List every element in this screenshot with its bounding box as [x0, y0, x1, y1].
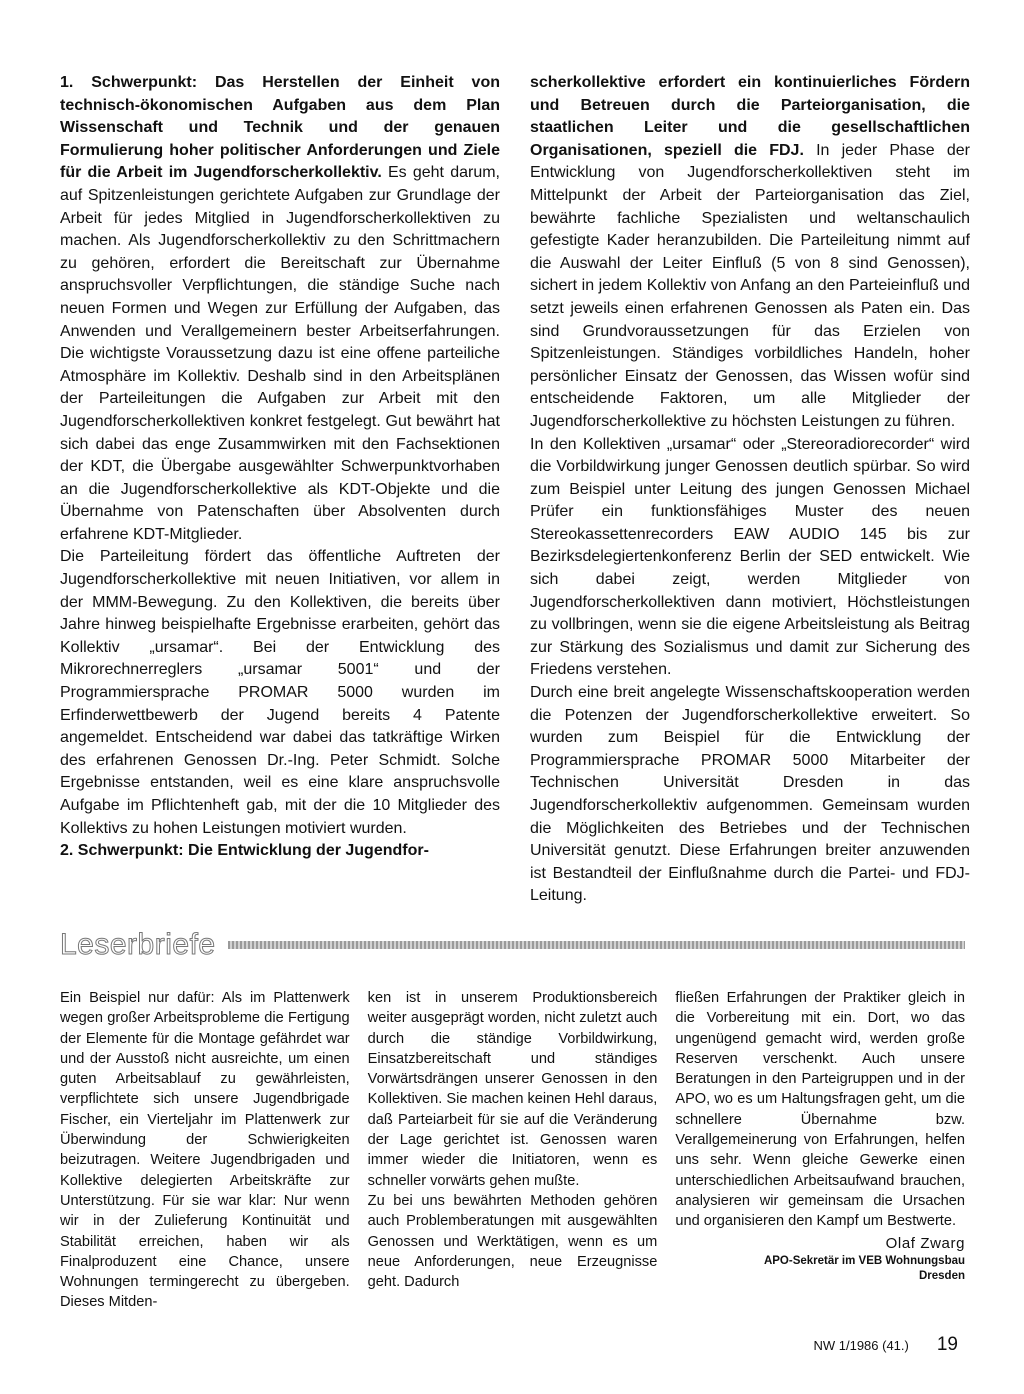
article-text: Es geht darum, auf Spitzenleistungen gerichtete Aufgaben zur Grundlage der Arbeit für jedes Mitglied in Jugendforscherkollektiven zu machen. Als Jugendforscherkollektiv zu den Schrittmachern zu gehören, erfordert die Bereitschaft zur Übernahme anspruchsvoller Verpflichtungen, die ständige Suche nach neuen Formen und Wegen zur Erfüllung der Aufgaben, das Anwenden und Verallgemeinern bester Arbeitserfahrungen. Die wichtigste Voraussetzung dazu ist eine offene parteiliche Atmosphäre im Kollektiv. Deshalb sind in den Arbeitsplänen der Parteileitungen die Aufgaben zur Arbeit mit den Jugendforscherkollektiven konkret festgelegt. Gut bewährt hat sich dabei das enge Zusammwirken mit den Fachsektionen der KDT, die Übergabe ausgewählter Schwerpunktvorhaben an die Jugendforscherkollektive als KDT-Objekte und die Übernahme von Patenschaften über Absolventen durch erfahrene KDT-Mitglieder.	[60, 164, 501, 543]
letter-column-1	[60, 988, 350, 1311]
letter-column-2	[368, 988, 658, 1308]
article-paragraph: In den Kollektiven „ursamar“ oder „Stereoradiorecorder“ wird die Vorbildwirkung junger Genossen deutlich spürbar. So wird zum Beispiel unter Leitung des jungen Genossen Michael Prüfer ein funktionsfähiges Muster des neuen Stereokassettenrecorders EAW AUDIO 145 bis zur Bezirksdelegiertenkonferenz Berlin der SED entwickelt. Wie sich dabei zeigt, werden Mitglieder von Jugendforscherkollektiven dann motiviert, Höchstleistungen zu vollbringen, wenn sie die eigene Arbeitsleistung als Beitrag zur Stärkung des Sozialismus und damit zur Sicherung des Friedens verstehen.	[530, 435, 970, 679]
schwerpunkt-2-heading-cont: scherkollektive erfordert ein kontinuierliches Fördern und Betreuen durch die Parteiorganisation, die staatlichen Leiter und die gesellschaftlichen Organisationen, speziell die FDJ.	[530, 74, 970, 159]
article-paragraph: Durch eine breit angelegte Wissenschaftskooperation werden die Potenzen der Jugendforscherkollektive erweitert. So wurden zum Beispiel für die Entwicklung der Programmiersprache PROMAR 5000 Mitarbeiter der Technischen Universität Dresden in das Jugendforscherkollektiv aufgenommen. Gemeinsam wurden die Möglichkeiten des Betriebes und der Technischen Universität genutzt. Diese Erfahrungen breiter anzuwenden ist Bestandteil der Einflußnahme durch die Partei- und FDJ-Leitung.	[530, 684, 970, 905]
article-paragraph	[530, 72, 970, 434]
page-footer	[813, 1334, 958, 1356]
issue-label: NW 1/1986 (41.)	[813, 1338, 909, 1353]
letters-section	[60, 988, 966, 1311]
signature	[675, 1234, 965, 1284]
signature-location: Dresden	[918, 1269, 966, 1282]
letter-paragraph: fließen Erfahrungen der Praktiker gleich in die Vorbereitung mit ein. Dort, wo das ungenügend gemacht wird, werden große Reserven verschenkt. Auch unsere Beratungen in den Parteigruppen und in der APO, wo es um Haltungsfragen geht, um die schnellere Übernahme bzw. Verallgemeinerung von Erfahrungen, helfen uns sehr. Wenn gleiche Gewerke einen unterschiedlichen Arbeitsaufwand brauchen, analysieren wir gemeinsam die Ursachen und organisieren den Kampf um Bestwerte.	[675, 990, 966, 1230]
schwerpunkt-2-heading: 2. Schwerpunkt: Die Entwicklung der Jugendfor-	[60, 842, 429, 860]
letter-paragraph: Zu bei uns bewährten Methoden gehören auch Problemberatungen mit ausgewählten Genossen und Werktätigen, wenn es um neue Anforderungen, neue Erzeugnisse geht. Dadurch	[367, 1192, 658, 1291]
article-column-1	[60, 72, 500, 912]
page-number: 19	[936, 1334, 958, 1355]
letter-paragraph: Ein Beispiel nur dafür: Als im Plattenwerk wegen großer Arbeitsprobleme die Fertigung der Elemente für die Montage gefährdet war und der Ausstoß nicht ausreichte, um einen guten Arbeitsablauf zu gewährleisten, verpflichtete sich unsere Jugendbrigade Fischer, ein Vierteljahr im Plattenwerk zur Überwindung der Schwierigkeiten beizutragen. Weitere Jugendbrigaden und Kollektive delegierten Arbeitskräfte zur Unterstützung. Für sie war klar: Nur wenn wir in der Zulieferung Kontinuität und Stabilität erreichen, haben wir als Finalproduzent eine Chance, unsere Wohnungen termingerecht zu übergeben. Dieses Mitden-	[60, 990, 350, 1311]
section-header	[60, 925, 965, 965]
article-paragraph	[60, 72, 500, 546]
letter-column-3	[675, 988, 965, 1308]
signature-role: APO-Sekretär im VEB Wohnungsbau	[763, 1254, 966, 1267]
signature-name: Olaf Zwarg	[885, 1234, 966, 1252]
section-divider	[228, 941, 965, 949]
section-title: Leserbriefe	[60, 928, 216, 961]
article-column-2	[530, 72, 970, 912]
schwerpunkt-1-heading: 1. Schwerpunkt: Das Herstellen der Einheit von technisch-ökonomischen Aufgaben aus dem Plan Wissenschaft und Technik und der genauen Formulierung hoher politischer Anforderungen und Ziele für die Arbeit im Jugendforscherkollektiv.	[60, 74, 500, 182]
letter-paragraph: ken ist in unserem Produktionsbereich weiter ausgeprägt worden, nicht zuletzt auch durch die ständige Vorbildwirkung, Einsatzbereitschaft und ständiges Vorwärtsdrängen unserer Genossen in den Kollektiven. Sie machen keinen Hehl daraus, daß Parteiarbeit für sie auf die Veränderung der Lage gerichtet ist. Genossen waren immer wieder die Initiatoren, wenn es schneller vorwärts gehen mußte.	[367, 990, 658, 1189]
article-paragraph: Die Parteileitung fördert das öffentliche Auftreten der Jugendforscherkollektive mit neuen Initiativen, vor allem in der MMM-Bewegung. Zu den Kollektiven, die bereits über Jahre hinweg beispielhafte Ergebnisse erarbeiten, gehört das Kollektiv „ursamar“. Bei der Entwicklung des Mikrorechnerreglers „ursamar 5001“ und der Programmiersprache PROMAR 5000 wurden im Erfinderwettbewerb der Jugend bereits 4 Patente angemeldet. Entscheidend war dabei das tatkräftige Wirken des erfahrenen Genossen Dr.-Ing. Peter Schmidt. Solche Ergebnisse entstanden, weil es eine klare anspruchsvolle Aufgabe im Pflichtenheft gab, mit der die 10 Mitglieder des Kollektivs zu hohen Leistungen motiviert wurden.	[60, 548, 500, 837]
article	[60, 72, 970, 912]
article-text: In jeder Phase der Entwicklung von Jugendforscherkollektiven steht im Mittelpunkt der Arbeit der Parteiorganisation das Ziel, bewährte fachliche Spezialisten und weltanschaulich gefestigte Kader heranzubilden. Die Parteileitung nimmt auf die Auswahl der Leiter Einfluß (5 von 8 sind Genossen), sichert in jedem Kollektiv von Anfang an den Parteieinfluß und setzt jeweils einen erfahrenen Genossen als Paten ein. Das sind Grundvoraussetzungen für das Erzielen von Spitzenleistungen. Ständiges vorbildliches Handeln, hoher persönlicher Einsatz der Genossen, das Wissen wofür sind entscheidende Faktoren, um alle Mitglieder der Jugendforscherkollektive zu höchsten Leistungen zu führen.	[530, 141, 970, 430]
